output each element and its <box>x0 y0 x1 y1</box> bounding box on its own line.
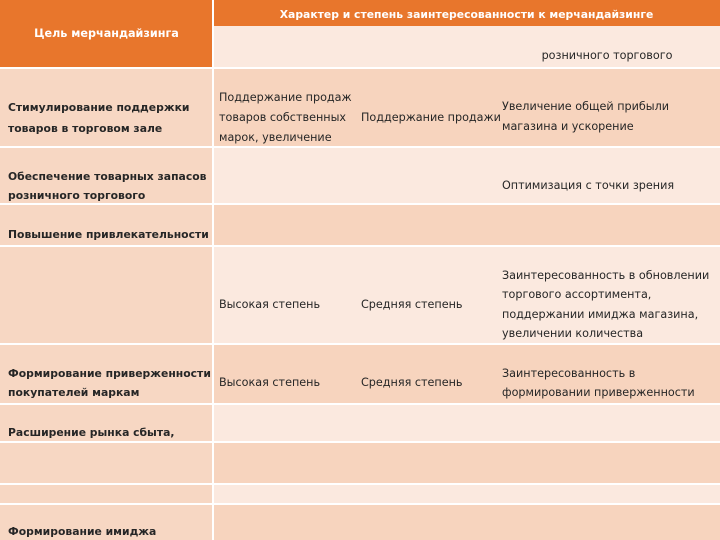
row-1-wholesaler <box>361 86 503 131</box>
row-5-manufacturer <box>219 354 361 394</box>
row-1-goal-text: Стимулирование поддержки товаров в торговом зале <box>8 101 190 135</box>
row-6-goal-text: Расширение рынка сбыта, <box>8 426 175 439</box>
header-interest-title: Характер и степень заинтересованности к мерчандайзинге <box>279 8 654 21</box>
row-4-goal <box>0 246 213 344</box>
row-7-wholesaler <box>361 463 621 483</box>
row-7-goal <box>0 442 213 484</box>
row-3-span <box>213 205 720 225</box>
row-1-goal <box>0 76 213 139</box>
row-3-retailer <box>502 225 717 245</box>
row-6-goal <box>0 404 213 442</box>
row-2-goal-text: Обеспечение товарных запасов розничного торгового <box>8 169 207 202</box>
row-1-retailer <box>502 77 717 139</box>
row-5-retailer-text: Заинтересованность в формировании приверженности <box>502 366 695 399</box>
header-col-retailer-label: розничного торгового <box>541 49 673 62</box>
row-9-goal-text: Формирование имиджа <box>8 524 157 538</box>
row-8-span <box>213 484 720 504</box>
row-3-goal <box>0 205 213 245</box>
row-2-wholesaler <box>361 147 503 204</box>
row-8-goal <box>0 484 213 504</box>
row-1-manufacturer-text: Поддержание продаж товаров собственных марок, увеличение <box>219 91 352 144</box>
header-col-wholesaler <box>361 26 501 68</box>
row-separator <box>0 441 720 443</box>
row-2-goal <box>0 147 213 204</box>
row-4-manufacturer-text: Высокая степень <box>219 298 321 311</box>
row-separator <box>0 503 720 505</box>
header-interest-cell <box>213 0 720 26</box>
row-3-wholesaler <box>361 225 503 245</box>
row-6-span <box>219 404 714 442</box>
row-separator <box>0 245 720 247</box>
row-5-wholesaler <box>361 354 503 394</box>
row-4-retailer <box>502 246 720 344</box>
row-3-goal-text: Повышение привлекательности <box>8 228 209 241</box>
row-separator <box>0 483 720 485</box>
row-2-retailer <box>502 156 717 196</box>
row-7-span <box>213 443 720 463</box>
header-col-retailer <box>502 27 712 68</box>
row-separator <box>0 203 720 205</box>
row-separator <box>0 343 720 345</box>
header-col-manufacturer <box>219 26 359 68</box>
column-separator <box>212 0 214 540</box>
row-5-manufacturer-text: Высокая степень <box>219 376 321 389</box>
row-4-wholesaler <box>361 275 503 315</box>
row-3-manufacturer <box>219 225 361 245</box>
header-goal-cell <box>0 0 213 68</box>
row-1-retailer-text: Увеличение общей прибыли магазина и ускорение <box>502 100 670 133</box>
row-1-wholesaler-text: Поддержание продажи <box>361 111 501 124</box>
row-separator <box>0 403 720 405</box>
row-4-retailer-text: Заинтересованность в обновлении торгового ассортимента, поддержании имиджа магазина, увеличении количества <box>502 268 710 340</box>
row-5-retailer <box>502 344 717 404</box>
row-7-manufacturer <box>219 463 361 483</box>
row-2-manufacturer <box>219 147 361 204</box>
row-4-manufacturer <box>219 275 361 315</box>
row-separator <box>0 67 720 69</box>
row-5-goal <box>0 344 213 404</box>
row-9-span <box>213 504 720 540</box>
row-2-retailer-text: Оптимизация с точки зрения <box>502 179 675 192</box>
row-1-manufacturer <box>219 68 361 147</box>
row-9-goal <box>0 504 213 540</box>
row-separator <box>0 146 720 148</box>
row-5-goal-text: Формирование приверженности покупателей маркам <box>8 366 211 399</box>
row-4-wholesaler-text: Средняя степень <box>361 298 463 311</box>
header-goal-title: Цель мерчандайзинга <box>34 27 179 40</box>
row-5-wholesaler-text: Средняя степень <box>361 376 463 389</box>
